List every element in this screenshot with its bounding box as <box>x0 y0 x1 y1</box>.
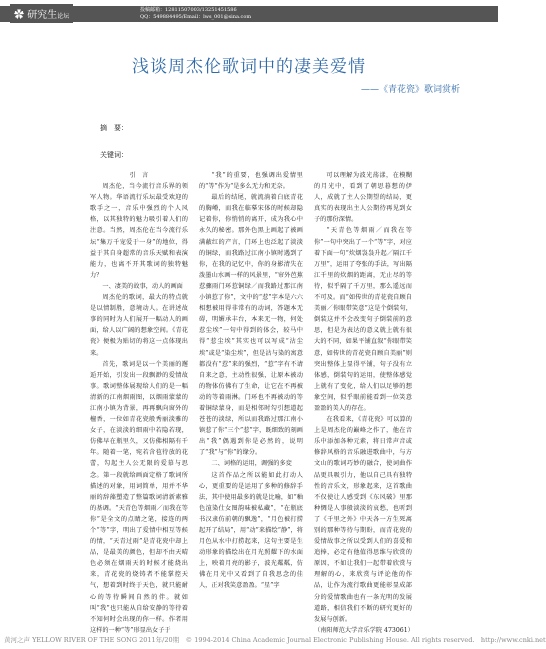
flower-icon: ✿ <box>14 10 24 21</box>
paragraph: “我”的重要，也强调出爱情里的“等”作为“是多么无力和无奈。 <box>199 172 303 191</box>
footer-copyright: © 1994-2014 China Academic Journal Electronic Publishing House. All rights reserved. http://www.cnki.net <box>185 636 546 644</box>
article-title: 浅谈周杰伦歌词中的凄美爱情 <box>132 57 366 77</box>
paragraph: 最后的结尾，就流淌着白底青花的胸嵴，而我在临摹宋体的时候却隐记着你，你悄悄的离开，成为我心中永久的秘密。那外色黑上画起了被画满蔽红的产言，门环上也泛起了淡淡的铜绿，而我路过江南小镇时遇到了你，在我的记忆中，你的身影清失在泼墨山水画一样的风景里，“帘外芭蕉惹骤雨门环惹铜绿／而我路过那江南小镇惹了你”，文中的“惹”字本是六六相想被用得非常有的动词，答题本无碍，明媚承丰台，本来无一物，何处惹尘埃”一句中得到的体会，较马中得“惹尘埃”其实也可以写成“沾尘埃”或是“染尘埃”，但是沾与染的寓意都没有“惹”来的强烈，“惹”字有不请自来之意，主动性很强，让原本被动的物体仿佛有了生命，让它在不再被动的等着雨淋。门环也不再被动的等着铜绿蒙身，而是相邻时勾引想道起苍苍的淡绿，所以而我路过那江南小镇惹了你“三个”惹”字，既细致的刻画出“我”偶遇到你是必然的，说明了“我”与“你”的缘分。 <box>199 194 303 457</box>
paragraph: 在我看来，《青花瓷》可以算的上是周杰伦的巅峰之作了，他在音乐中添加各种元素，将日常声音或修辞风格的音乐融进歌曲中，与方文山的歌词巧妙的融合，使词曲作品更具吸引力，他以自己具有独特性的音乐文，形象起来，这首歌曲不仅使让人感受到《东风破》里那种惆是人事般淡淡的哀愁，也听到了《千里之外》中天各一方生死离别的那种等待与期盼，而青花瓷的爱情故事之所以受到人们的喜爱和追捧，必定有他值得思维与欣赏的原因，不如让我们一起带着欣赏与理解的心，来欣赏与评论他的作品，让作为流行歌曲更能彰显成部分的爱情歌曲也有一条光明的发展道路，相信我们不断的研究更好的发展与创新。 <box>314 416 412 623</box>
text-column-2 <box>199 170 303 592</box>
page-header <box>0 0 498 28</box>
contact-line-1: 投稿邮箱：12811507003/13251451586 <box>140 7 237 13</box>
paragraph: 首先，歌词是以一个美丽的邂逅开始，引发出一段飘渺的爱情故事。歌词整体展现给人们的是一幅清新的江南烟雨图，以烟雨蒙蒙的江南小镇为背景，再再飘向窗外的檀香，一位如青花瓷般秀丽淡雅的女子，在淡淡的细雨中若隐若现，仿佛早在瓶里久，又仿佛相隔有千年。随着一笔，宛若含苞待放的花蕾，勾起主人公无限的爱慕与思念。第一段就给画面定格了歌词所描述的对象，用词简单，用并不华丽的辞藻塑造了整篇歌词清新素雅的基调。“天青色等烟雨／而我在等你”是全文的点睛之笔，接连的两个“等”字，明出了爱情中相互等候的情，“天青过雨”是青花瓷中却上品，是最美的颜色，但却不由天晴色必须在烟雨天的时候才能烧出来，青花瓷的烧铸者不能掌控天气，想着到时终于天色，就只能耐心的等待瞬间自然的伴。就如叫“我”也只能从自给安静的等待着不知何时会出现的你一样。作者用这样的一种“等”形显出女子于 <box>90 360 188 634</box>
paragraph: 一、凄美的故事，动人的画面 <box>102 282 183 290</box>
section-heading: 引 言 <box>129 172 149 179</box>
text-column-1 <box>90 170 188 636</box>
paragraph: 可以理解为波光荡漾，在模糊的月光中，看到了朝思暮想的伊人，成就了主人公期望的结局，更真实的表现出主人公期待再见到女子的那份深情。 <box>314 172 412 224</box>
page-footer <box>0 634 546 649</box>
author-affiliation: （南阳师范大学音乐学院 473061） <box>314 626 414 634</box>
copyright-footer <box>4 635 546 644</box>
column-label-text: 研究生 <box>27 10 58 21</box>
column-label-sub: 论坛 <box>57 13 70 20</box>
abstract-label: 摘 要： <box>100 124 128 132</box>
column-label <box>10 4 73 23</box>
footer-journal: 黄河之声 YELLOW RIVER OF THE SONG 2011年/20期 <box>4 636 180 644</box>
article-subtitle: ——《青花瓷》歌词赏析 <box>360 85 460 95</box>
paragraph: 这首作品之所以能如此打动人心，更重要的是运用了多种的修辞手法，其中使用最多的就是比喻，如“釉色渲染仕女图韵味被私藏”，“在瓶底书汉隶仿前朝的飘逸”，“月色被打捞起开了结局”，用“动”来描绘“静”，将月色从水中打捞起来，这句主要是生动形象的描绘出在月光照耀下的水面上，映着月亮的影子，波光粼粼，仿佛在月光中又看到了自我思念的佳人，正对我笑意盈盈。“星”字 <box>199 471 303 590</box>
contact-line-2: QQ：549884495/Email：lws_001@sina.com <box>140 14 252 20</box>
keywords-label: 关键词： <box>100 151 128 159</box>
paragraph: 周杰伦的歌词，最大的特点就是以情制胜，意境动人。在讲述故事的同时为人们展开一幅动人的画面，给人以广阔的想象空间。《青花瓷》便极为贴切的将这一点体现出来。 <box>90 294 188 357</box>
paragraph: “天青色等烟雨／而我在等你”一句中突出了一个“等”字，对应着下面一句“炊烟袅袅升起／隔江千万里”，运用了夸张的手法，写出隔江千里的炊烟的距离，无止尽的等待，似乎隔了千万里，那么遥远而不可及。而“如传世的青花瓷自顾自美丽／你眼带笑意”这是个倒装句，倒装这并不会改变句子倒装前的意思，但是为表达的意义就上就有很大的不同，如果平铺直叙“你眼带笑意，如传世的青花瓷自顾自美丽”则突出整体上显得平铺，句子没有立体感，倒装句的运用，使整体感觉上就有了变化，给人们以足够的想象空间，似乎眼前能看到一位笑意盈盈的美人的存在。 <box>314 227 412 412</box>
paragraph: 二、词格的运用，调强的多変 <box>211 460 292 468</box>
contact-info <box>140 7 251 21</box>
paragraph: 周杰伦，当今流行音乐界的领军人物。华语流行乐坛最受欢迎的歌手之一，音乐中强烈的个人风格，以其独特的魅力吸引着人们的注意。当然，周杰伦在当今流行乐坛“集万千宠爱于一身”的地位，得益于其自身超常的音乐天赋和表演能力，也离不开其歌词的独特魅力？ <box>90 183 188 279</box>
text-column-3 <box>314 170 412 636</box>
